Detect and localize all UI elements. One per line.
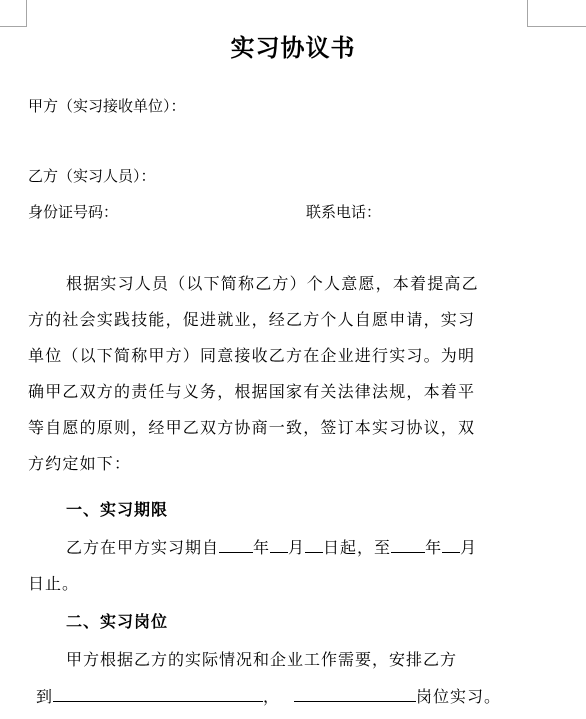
term-line [66, 535, 477, 558]
blank-field [219, 536, 253, 553]
position-line [36, 684, 501, 707]
section-heading: 二、实习岗位 [66, 612, 169, 631]
document-title: 实习协议书 [230, 34, 356, 62]
term-text: 月 [288, 538, 306, 557]
blank-field [442, 536, 460, 553]
term-text: 年 [425, 538, 443, 557]
margin-mark-top-left [26, 0, 27, 26]
blank-field [391, 536, 425, 553]
intro-line: 方约定如下： [28, 454, 132, 473]
position-text: 岗位实习。 [416, 687, 502, 706]
intro-line: 根据实习人员（以下简称乙方）个人意愿，本着提高乙 [66, 274, 479, 293]
margin-mark-top-right [527, 26, 586, 27]
position-line: 甲方根据乙方的实际情况和企业工作需要，安排乙方 [66, 650, 458, 669]
blank-field [294, 685, 416, 702]
term-text: 年 [253, 538, 271, 557]
position-text: ， [263, 687, 281, 706]
intro-paragraph [28, 266, 528, 482]
phone-label: 联系电话： [306, 203, 382, 221]
margin-mark-top-right [527, 0, 528, 26]
margin-mark-top-left [0, 26, 27, 27]
position-text: 到 [36, 687, 54, 706]
section-heading: 一、实习期限 [66, 500, 169, 519]
intro-line: 单位（以下简称甲方）同意接收乙方在企业进行实习。为明 [28, 346, 476, 365]
term-text: 乙方在甲方实习期自 [66, 538, 220, 557]
intro-line: 方的社会实践技能，促进就业，经乙方个人自愿申请，实习 [28, 310, 476, 329]
blank-field [53, 685, 263, 702]
party-a-label: 甲方（实习接收单位）： [28, 97, 186, 115]
blank-field [270, 536, 288, 553]
intro-line: 确甲乙双方的责任与义务，根据国家有关法律法规，本着平 [28, 382, 476, 401]
term-text: 月 [460, 538, 478, 557]
term-text: 日起，至 [323, 538, 392, 557]
party-b-label: 乙方（实习人员）： [28, 167, 156, 185]
blank-field [305, 536, 323, 553]
id-number-label: 身份证号码： [28, 203, 119, 221]
term-line: 日止。 [28, 574, 80, 593]
intro-line: 等自愿的原则，经甲乙双方协商一致，签订本实习协议，双 [28, 418, 476, 437]
